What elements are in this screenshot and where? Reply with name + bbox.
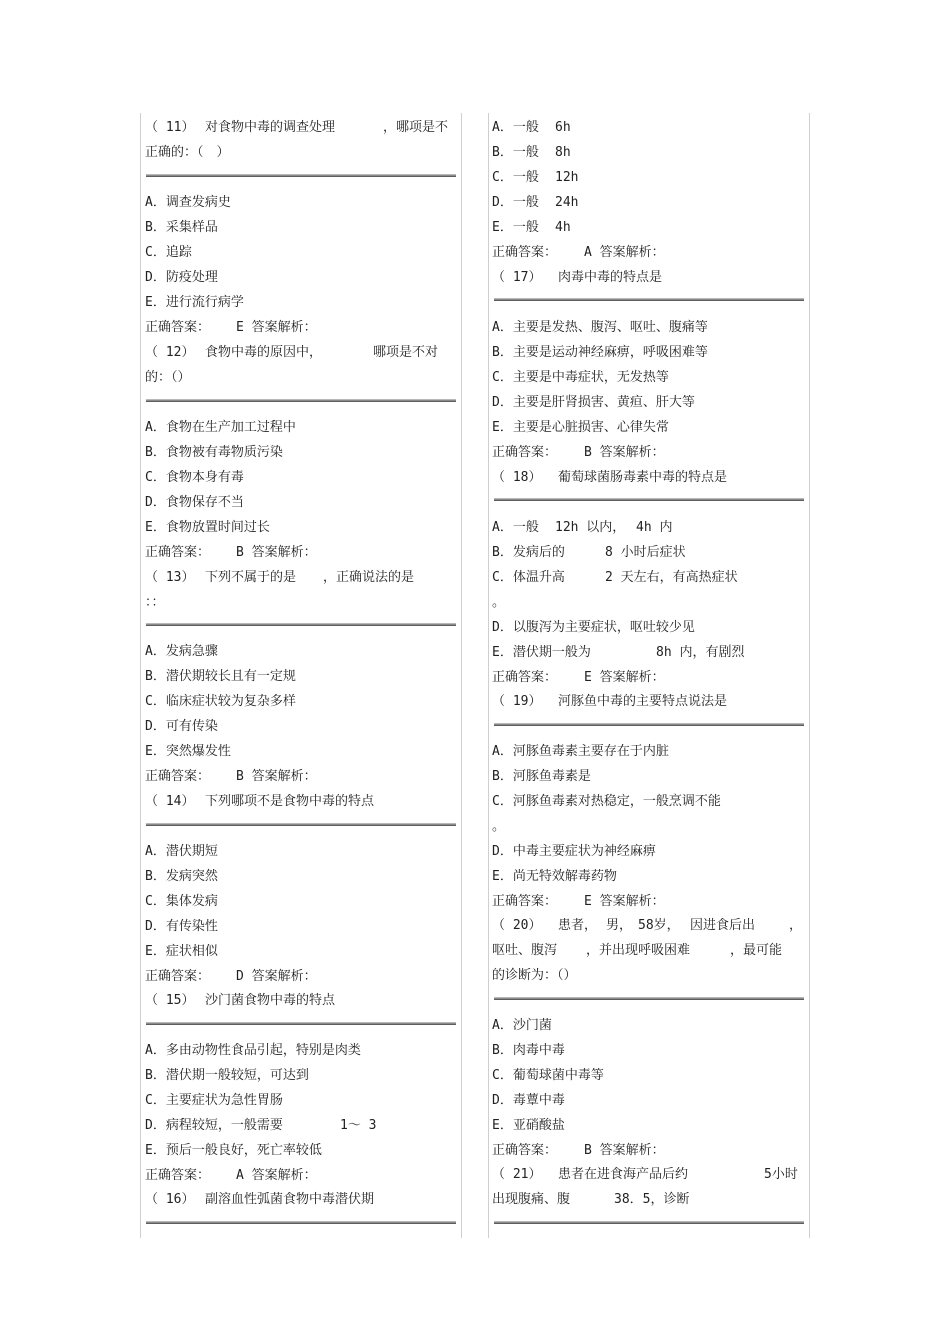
answer-line bbox=[494, 723, 804, 726]
q12-text: 食物中毒的原因中， bbox=[205, 345, 323, 360]
q19-answer-label: 正确答案： bbox=[492, 894, 558, 909]
q21-number: （ 21） bbox=[492, 1167, 542, 1182]
q18-option-e: E．潜伏期一般为 bbox=[492, 645, 591, 660]
answer-line bbox=[146, 823, 456, 826]
q20-text-b: 男， bbox=[606, 918, 633, 933]
q17-number: （ 17） bbox=[492, 270, 542, 285]
q14-option-e: E．症状相似 bbox=[145, 944, 218, 959]
q18-option-b: B．发病后的 bbox=[492, 545, 565, 560]
q19-option-d: D．中毒主要症状为神经麻痹 bbox=[492, 844, 656, 859]
q14-answer-label: 正确答案： bbox=[145, 969, 211, 984]
q16-answer-value: A 答案解析： bbox=[584, 245, 665, 260]
answer-line bbox=[146, 1022, 456, 1025]
q17-option-d: D．主要是肝肾损害、黄疸、肝大等 bbox=[492, 395, 695, 410]
q20-text-line2-tail: ，最可能 bbox=[730, 943, 783, 958]
q14-number: （ 14） bbox=[145, 794, 195, 809]
q11-answer-label: 正确答案： bbox=[145, 320, 211, 335]
q15-option-d-extra: 1～ 3 bbox=[340, 1118, 377, 1133]
q20-number: （ 20） bbox=[492, 918, 542, 933]
q19-number: （ 19） bbox=[492, 694, 542, 709]
answer-line bbox=[494, 1221, 804, 1224]
q13-answer-label: 正确答案： bbox=[145, 769, 211, 784]
q15-option-c: C．主要症状为急性胃肠 bbox=[145, 1093, 283, 1108]
q18-text: 葡萄球菌肠毒素中毒的特点是 bbox=[558, 470, 728, 485]
q18-answer-label: 正确答案： bbox=[492, 670, 558, 685]
q20-option-d: D．毒蕈中毒 bbox=[492, 1093, 565, 1108]
q18-option-d: D．以腹泻为主要症状，呕吐较少见 bbox=[492, 620, 695, 635]
q12-number: （ 12） bbox=[145, 345, 195, 360]
q11-number: （ 11） bbox=[145, 120, 195, 135]
q15-answer-value: A 答案解析： bbox=[236, 1168, 317, 1183]
q18-answer-value: E 答案解析： bbox=[584, 670, 665, 685]
answer-line bbox=[494, 498, 804, 501]
q18-option-c-tail: 2 天左右，有高热症状 bbox=[605, 570, 738, 585]
q15-option-a: A．多由动物性食品引起，特别是肉类 bbox=[145, 1043, 361, 1058]
q18-option-a-tail: 4h 内 bbox=[636, 520, 673, 535]
q20-option-c: C．葡萄球菌中毒等 bbox=[492, 1068, 604, 1083]
q17-option-a: A．主要是发热、腹泻、呕吐、腹痛等 bbox=[492, 320, 708, 335]
q17-option-e: E．主要是心脏损害、心律失常 bbox=[492, 420, 669, 435]
q16-text: 副溶血性弧菌食物中毒潜伏期 bbox=[205, 1192, 375, 1207]
q17-answer-value: B 答案解析： bbox=[584, 445, 665, 460]
q20-text-line2-mid: ，并出现呼吸困难 bbox=[586, 943, 691, 958]
q20-text-a: 患者， bbox=[558, 918, 598, 933]
q14-option-d: D．有传染性 bbox=[145, 919, 218, 934]
q14-option-a: A．潜伏期短 bbox=[145, 844, 218, 859]
q15-option-b: B．潜伏期一般较短，可达到 bbox=[145, 1068, 309, 1083]
q12-option-c: C．食物本身有毒 bbox=[145, 470, 244, 485]
q20-answer-value: B 答案解析： bbox=[584, 1143, 665, 1158]
q20-text-d: 因进食后出 bbox=[690, 918, 756, 933]
q18-number: （ 18） bbox=[492, 470, 542, 485]
q16-option-c-value: 12h bbox=[555, 170, 579, 185]
q18-option-e-tail: 8h 内，有剧烈 bbox=[656, 645, 745, 660]
q17-option-c: C．主要是中毒症状，无发热等 bbox=[492, 370, 669, 385]
q20-text-e: ， bbox=[789, 918, 803, 933]
q16-option-a-value: 6h bbox=[555, 120, 571, 135]
q13-answer-value: B 答案解析： bbox=[236, 769, 317, 784]
q20-option-a: A．沙门菌 bbox=[492, 1018, 552, 1033]
q13-text-tail: ，正确说法的是 bbox=[323, 570, 415, 585]
q19-option-e: E．尚无特效解毒药物 bbox=[492, 869, 617, 884]
q18-option-a: A．一般 bbox=[492, 520, 539, 535]
q21-text-line2: 出现腹痛、腹 bbox=[492, 1192, 571, 1207]
q19-answer-value: E 答案解析： bbox=[584, 894, 665, 909]
q13-number: （ 13） bbox=[145, 570, 195, 585]
q15-option-d: D．病程较短，一般需要 bbox=[145, 1118, 283, 1133]
q11-option-a: A．调查发病史 bbox=[145, 195, 231, 210]
q16-option-d-value: 24h bbox=[555, 195, 579, 210]
q13-option-e: E．突然爆发性 bbox=[145, 744, 231, 759]
q16-option-c: C．一般 bbox=[492, 170, 539, 185]
q19-text: 河豚鱼中毒的主要特点说法是 bbox=[558, 694, 728, 709]
q14-answer-value: D 答案解析： bbox=[236, 969, 317, 984]
q13-option-a: A．发病急骤 bbox=[145, 644, 218, 659]
q16-option-e: E．一般 bbox=[492, 220, 539, 235]
q15-text: 沙门菌食物中毒的特点 bbox=[205, 993, 336, 1008]
right-column-edge bbox=[488, 113, 489, 1238]
q13-text-line2: ：： bbox=[145, 595, 165, 610]
left-column-divider bbox=[461, 113, 462, 1238]
q12-option-e: E．食物放置时间过长 bbox=[145, 520, 270, 535]
q11-text-tail: ，哪项是不 bbox=[383, 120, 449, 135]
q20-text-line2: 呕吐、腹泻 bbox=[492, 943, 558, 958]
q18-option-c: C．体温升高 bbox=[492, 570, 565, 585]
q16-option-b-value: 8h bbox=[555, 145, 571, 160]
q19-option-a: A．河豚鱼毒素主要存在于内脏 bbox=[492, 744, 669, 759]
q12-option-d: D．食物保存不当 bbox=[145, 495, 244, 510]
answer-line bbox=[146, 1221, 456, 1224]
q19-option-b: B．河豚鱼毒素是 bbox=[492, 769, 591, 784]
q20-option-b: B．肉毒中毒 bbox=[492, 1043, 565, 1058]
q14-text: 下列哪项不是食物中毒的特点 bbox=[205, 794, 375, 809]
q13-option-b: B．潜伏期较长且有一定规 bbox=[145, 669, 296, 684]
q18-option-c-line2: 。 bbox=[492, 595, 506, 610]
q11-answer-value: E 答案解析： bbox=[236, 320, 317, 335]
q12-answer-value: B 答案解析： bbox=[236, 545, 317, 560]
q11-text: 对食物中毒的调查处理 bbox=[205, 120, 336, 135]
answer-line bbox=[494, 298, 804, 301]
q20-answer-label: 正确答案： bbox=[492, 1143, 558, 1158]
q12-option-a: A．食物在生产加工过程中 bbox=[145, 420, 296, 435]
right-column-divider bbox=[809, 113, 810, 1238]
answer-line bbox=[494, 997, 804, 1000]
answer-line bbox=[146, 399, 456, 402]
q19-option-c: C．河豚鱼毒素对热稳定，一般烹调不能 bbox=[492, 794, 721, 809]
q15-answer-label: 正确答案： bbox=[145, 1168, 211, 1183]
q13-option-d: D．可有传染 bbox=[145, 719, 218, 734]
q17-text: 肉毒中毒的特点是 bbox=[558, 270, 663, 285]
q14-option-c: C．集体发病 bbox=[145, 894, 218, 909]
q21-text-tail: 5小时 bbox=[764, 1167, 798, 1182]
q18-option-b-tail: 8 小时后症状 bbox=[605, 545, 686, 560]
q11-option-d: D．防疫处理 bbox=[145, 270, 218, 285]
q13-text: 下列不属于的是 bbox=[205, 570, 297, 585]
q19-option-c-line2: 。 bbox=[492, 819, 506, 834]
left-column-edge bbox=[140, 113, 141, 1238]
q12-text-tail: 哪项是不对 bbox=[373, 345, 439, 360]
q15-option-e: E．预后一般良好，死亡率较低 bbox=[145, 1143, 322, 1158]
q12-option-b: B．食物被有毒物质污染 bbox=[145, 445, 283, 460]
q20-text-c: 58岁， bbox=[638, 918, 680, 933]
q16-option-e-value: 4h bbox=[555, 220, 571, 235]
q11-option-b: B．采集样品 bbox=[145, 220, 218, 235]
q12-answer-label: 正确答案： bbox=[145, 545, 211, 560]
q17-answer-label: 正确答案： bbox=[492, 445, 558, 460]
q21-text-line2-tail: 38．5，诊断 bbox=[614, 1192, 690, 1207]
answer-line bbox=[146, 623, 456, 626]
q14-option-b: B．发病突然 bbox=[145, 869, 218, 884]
q21-text: 患者在进食海产品后约 bbox=[558, 1167, 689, 1182]
q16-option-b: B．一般 bbox=[492, 145, 539, 160]
q11-option-c: C．追踪 bbox=[145, 245, 192, 260]
q18-option-a-mid: 12h 以内， bbox=[555, 520, 626, 535]
q17-option-b: B．主要是运动神经麻痹，呼吸困难等 bbox=[492, 345, 708, 360]
answer-line bbox=[146, 174, 456, 177]
q12-text-line2: 的：（） bbox=[145, 370, 191, 385]
q16-answer-label: 正确答案： bbox=[492, 245, 558, 260]
q15-number: （ 15） bbox=[145, 993, 195, 1008]
q20-text-line3: 的诊断为：（） bbox=[492, 968, 577, 983]
q11-option-e: E．进行流行病学 bbox=[145, 295, 244, 310]
q13-option-c: C．临床症状较为复杂多样 bbox=[145, 694, 296, 709]
q16-option-a: A．一般 bbox=[492, 120, 539, 135]
q16-option-d: D．一般 bbox=[492, 195, 539, 210]
q16-number: （ 16） bbox=[145, 1192, 195, 1207]
q20-option-e: E．亚硝酸盐 bbox=[492, 1118, 565, 1133]
q11-text-line2: 正确的：（ ） bbox=[145, 145, 230, 160]
